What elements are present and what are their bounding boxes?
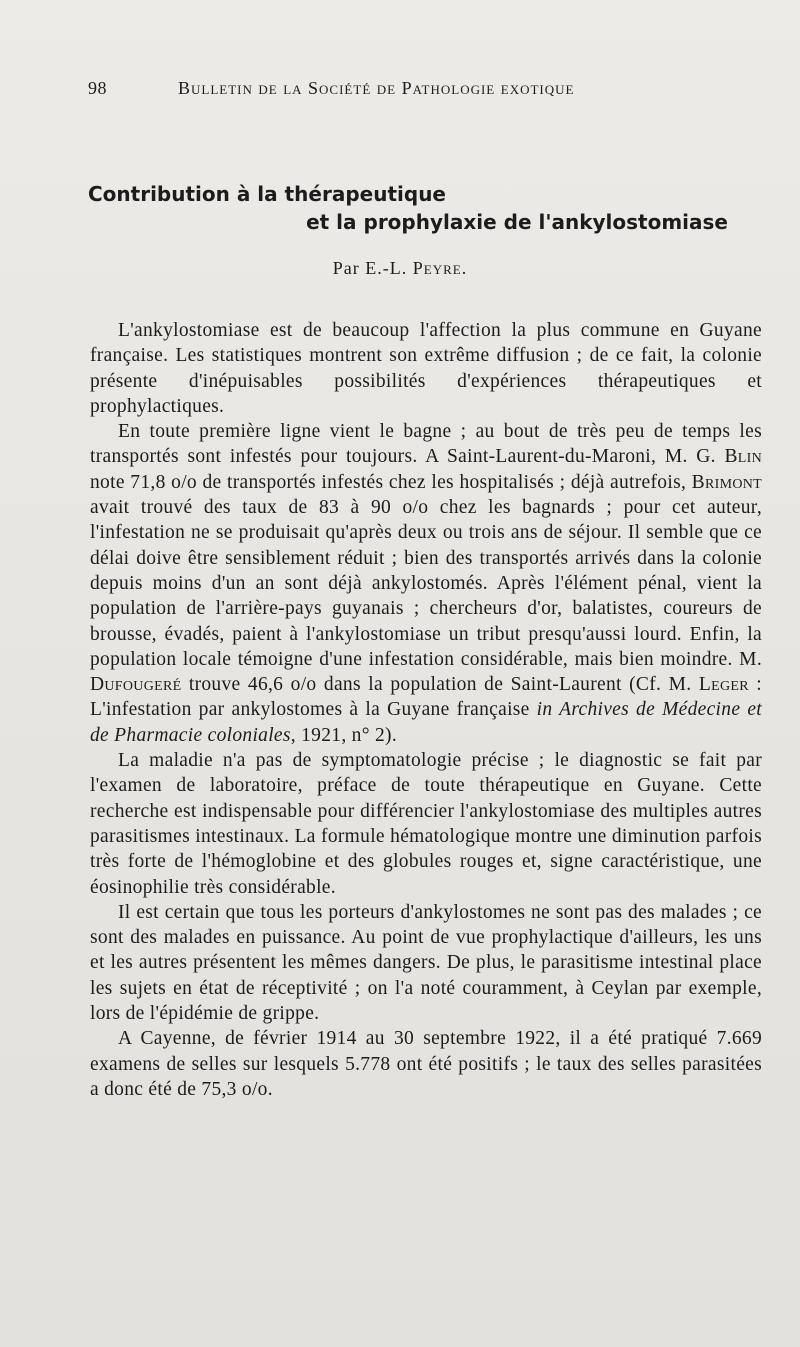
paragraph-4: Il est certain que tous les porteurs d'ankylostomes ne sont pas des malades ; ce sont des malades en puissance. Au point de vue prophylactique d'ailleurs, les uns et les autres présentent les mêmes dangers. De plus, le parasitisme intestinal place les sujets en état de réceptivité ; on l'a noté couramment, à Ceylan par exemple, lors de l'épidémie de grippe. [90,901,762,1025]
paragraph-1: L'ankylostomiase est de beaucoup l'affection la plus commune en Guyane française. Les statistiques montrent son extrême diffusion ; de ce fait, la colonie présente d'inépuisables possibilités d'expériences thérapeutiques et prophylactiques. [90,320,762,417]
article-title-line-2: et la prophylaxie de l'ankylostomiase [306,210,728,234]
paragraph-2-text-d: trouve 46,6 o/o dans la population de Saint-Laurent (Cf. M. [181,674,699,696]
author-ref-leger: Leger [698,674,749,696]
paragraph-2-text-f: , 1921, n° 2). [290,724,398,746]
byline-prefix: Par [332,258,360,278]
paragraph-5: A Cayenne, de février 1914 au 30 septembre 1922, il a été pratiqué 7.669 examens de selles sur lesquels 5.778 ont été positifs ; le taux des selles parasitées a donc été de 75,3 o/o. [90,1028,762,1100]
article-body [90,318,762,1102]
paragraph-3: La maladie n'a pas de symptomatologie précise ; le diagnostic se fait par l'examen de laboratoire, préface de toute thérapeutique en Guyane. Cette recherche est indispensable pour différencier l'ankylostomiase des multiples autres parasitismes intestinaux. La formule hématologique montre une diminution parfois très forte de l'hémoglobine et des globules rouges et, signe caractéristique, une éosinophilie très considérable. [90,750,762,898]
journal-title: Bulletin de la Société de Pathologie exotique [178,78,575,98]
running-header [88,78,740,99]
paragraph-2 [90,419,762,748]
author-ref-blin: Blin [724,446,762,468]
author-ref-brimont: Brimont [691,471,762,493]
byline [0,258,800,279]
paragraph-2-text-c: avait trouvé des taux de 83 à 90 o/o chez les bagnards ; pour cet auteur, l'infestation ne se produisait qu'après deux ou trois ans de séjour. Il semble que ce délai doive être sensiblement réduit ; bien des transportés arrivés dans la colonie depuis moins d'un an sont déjà ankylostomés. Après l'élément pénal, vient la population de l'arrière-pays guyanais ; chercheurs d'or, balatistes, coureurs de brousse, évadés, paient à l'ankylostomiase un tribut presqu'aussi lourd. Enfin, la population locale témoigne d'une infestation considérable, mais bien moindre. M. [90,497,762,670]
paragraph-2-text-e: : L'infestation par ankylostomes à la Guyane française [90,674,762,721]
paragraph-2-text-b: note 71,8 o/o de transportés infestés chez les hospitalisés ; déjà autrefois, [90,471,692,493]
journal-citation: in Archives de Médecine et de Pharmacie coloniales [90,699,762,746]
author-name: E.-L. Peyre. [365,258,468,278]
article-title-line-1: Contribution à la thérapeutique [88,182,446,206]
page-number: 98 [88,78,107,98]
author-ref-dufougere: Dufougeré [90,674,182,696]
paragraph-2-text-a: En toute première ligne vient le bagne ; au bout de très peu de temps les transportés sont infestés pour toujours. A Saint-Laurent-du-Maroni, M. G. [90,421,762,468]
